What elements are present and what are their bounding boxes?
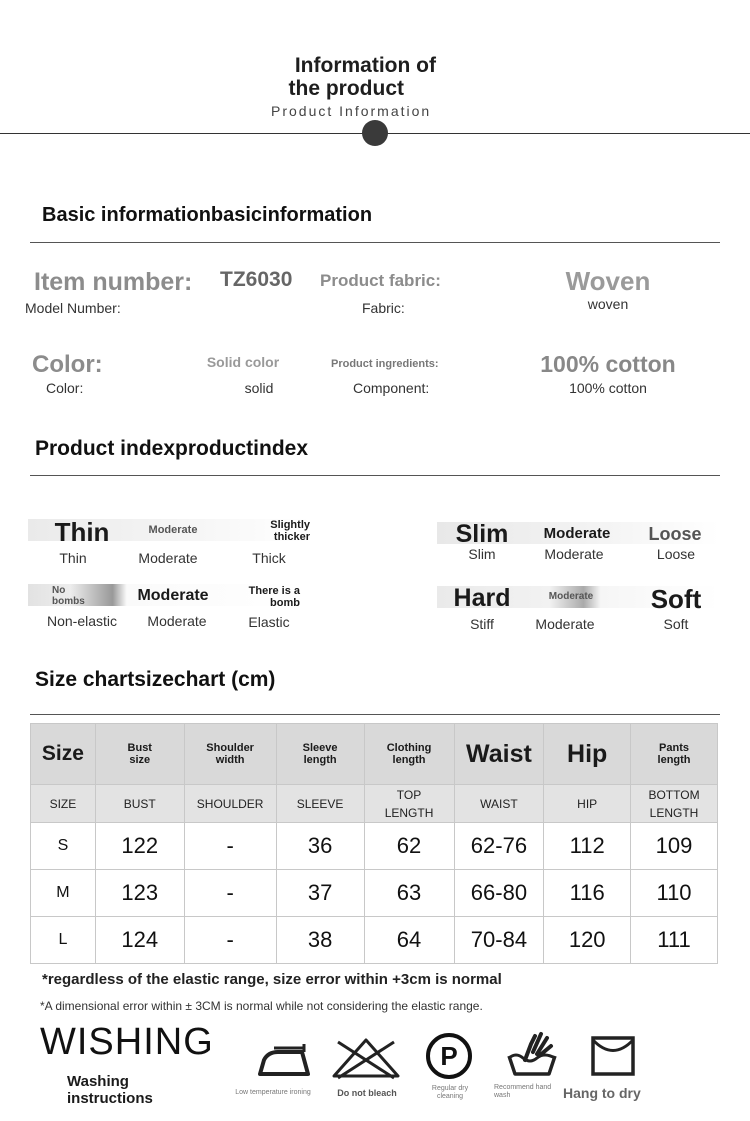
thickness-option-thick: Slightly thicker	[270, 519, 310, 543]
fabric-label: Product fabric:	[320, 271, 441, 290]
subheader-size: SIZE	[31, 785, 96, 823]
fabric-value: Woven	[565, 266, 651, 296]
elasticity-option-none: No bombs	[52, 585, 85, 607]
basic-info-title: Basic informationbasicinformation	[42, 204, 373, 226]
product-index-divider	[30, 475, 720, 476]
item-number-value: TZ6030	[220, 268, 293, 291]
elasticity-sub-elastic: Elastic	[248, 614, 290, 630]
product-index-title: Product indexproductindex	[35, 437, 309, 460]
elasticity-sub-none: Non-elastic	[46, 613, 118, 629]
model-number-label: Model Number:	[25, 300, 121, 316]
fit-option-loose: Loose	[648, 524, 702, 544]
header-waist: Waist	[454, 724, 544, 785]
ingredients-sub-label: Component:	[353, 380, 430, 396]
row-s-shoulder: -	[184, 823, 276, 870]
page-subtitle: Product Information	[271, 103, 432, 119]
row-l-size: L	[31, 917, 96, 964]
size-table	[30, 723, 718, 964]
subheader-waist: WAIST	[454, 785, 544, 823]
softness-option-hard: Hard	[453, 584, 511, 612]
row-l-sleeve: 38	[276, 917, 364, 964]
row-s-sleeve: 36	[276, 823, 364, 870]
elasticity-sub-moderate: Moderate	[147, 613, 207, 629]
color-label: Color:	[32, 351, 103, 378]
hand-wash-label: Recommend hand wash	[494, 1084, 552, 1099]
washing-subtitle-line2: instructions	[67, 1090, 153, 1107]
elasticity-option-moderate: Moderate	[137, 587, 209, 604]
washing-title: WISHING	[40, 1021, 214, 1063]
row-l-waist: 70-84	[454, 917, 544, 964]
table-row	[31, 917, 718, 964]
row-l-bust: 124	[95, 917, 184, 964]
row-l-length: 64	[364, 917, 454, 964]
washing-subtitle-line1: Washing	[67, 1073, 129, 1090]
row-m-pants: 110	[631, 870, 718, 917]
row-l-shoulder: -	[184, 917, 276, 964]
no-bleach-label: Do not bleach	[337, 1088, 397, 1098]
table-row	[31, 870, 718, 917]
page-title-line1: Information of	[294, 54, 436, 77]
row-s-length: 62	[364, 823, 454, 870]
subheader-bottom-length: BOTTOM LENGTH	[631, 785, 718, 823]
size-note-1: *regardless of the elastic range, size error within +3cm is normal	[42, 971, 502, 988]
color-value: Solid color	[206, 354, 280, 370]
fabric-sub-label: Fabric:	[362, 300, 405, 316]
row-m-hip: 116	[544, 870, 631, 917]
size-chart-divider	[30, 714, 720, 715]
size-table-subheader-row	[31, 785, 718, 823]
row-s-bust: 122	[95, 823, 184, 870]
row-s-size: S	[31, 823, 96, 870]
softness-option-soft: Soft	[650, 584, 702, 614]
subheader-hip: HIP	[544, 785, 631, 823]
iron-label: Low temperature ironing	[235, 1089, 311, 1096]
softness-option-moderate: Moderate	[548, 591, 594, 602]
fit-sub-loose: Loose	[656, 546, 696, 562]
row-l-hip: 120	[544, 917, 631, 964]
softness-sub-stiff: Stiff	[470, 616, 494, 632]
thickness-sub-thick: Thick	[252, 550, 286, 566]
row-m-sleeve: 37	[276, 870, 364, 917]
row-m-bust: 123	[95, 870, 184, 917]
subheader-shoulder: SHOULDER	[184, 785, 276, 823]
row-m-waist: 66-80	[454, 870, 544, 917]
header-sleeve: Sleeve length	[276, 724, 364, 785]
subheader-sleeve: SLEEVE	[276, 785, 364, 823]
size-note-2: *A dimensional error within ± 3CM is normal while not considering the elastic range.	[40, 999, 483, 1013]
page-title-line2: the product	[288, 77, 404, 100]
header-clothing-length: Clothing length	[364, 724, 454, 785]
fabric-value-sub: woven	[587, 296, 629, 312]
header-size: Size	[31, 724, 96, 785]
header-pants-length: Pants length	[631, 724, 718, 785]
hang-dry-icon	[590, 1035, 636, 1077]
thickness-option-thin: Thin	[54, 517, 110, 547]
row-s-hip: 112	[544, 823, 631, 870]
hand-wash-icon	[505, 1030, 559, 1080]
dry-clean-label: Regular dry cleaning	[431, 1085, 469, 1100]
row-m-size: M	[31, 870, 96, 917]
basic-info-divider	[30, 242, 720, 243]
fit-option-slim: Slim	[455, 520, 509, 548]
row-l-pants: 111	[631, 917, 718, 964]
ingredients-label: Product ingredients:	[331, 358, 439, 370]
hang-dry-label: Hang to dry	[563, 1085, 641, 1101]
header-shoulder: Shoulder width	[184, 724, 276, 785]
header-dot	[362, 120, 388, 146]
softness-sub-moderate: Moderate	[535, 616, 595, 632]
dry-clean-icon	[424, 1031, 474, 1081]
thickness-sub-thin: Thin	[59, 550, 87, 566]
iron-icon	[256, 1040, 312, 1080]
size-chart-title: Size chartsizechart (cm)	[35, 668, 276, 691]
softness-sub-soft: Soft	[663, 616, 689, 632]
ingredients-value: 100% cotton	[540, 351, 676, 377]
table-row	[31, 823, 718, 870]
header-bust: Bust size	[95, 724, 184, 785]
thickness-option-moderate: Moderate	[148, 524, 198, 536]
row-s-pants: 109	[631, 823, 718, 870]
item-number-label: Item number:	[34, 268, 193, 296]
subheader-top-length: TOP LENGTH	[364, 785, 454, 823]
color-sub-label: Color:	[46, 380, 84, 396]
size-table-header-row	[31, 724, 718, 785]
fit-sub-slim: Slim	[468, 546, 496, 562]
thickness-sub-moderate: Moderate	[138, 550, 198, 566]
row-m-length: 63	[364, 870, 454, 917]
fit-sub-moderate: Moderate	[544, 546, 604, 562]
elasticity-option-elastic: There is a bomb	[248, 585, 300, 609]
row-m-shoulder: -	[184, 870, 276, 917]
no-bleach-icon	[330, 1036, 402, 1080]
subheader-bust: BUST	[95, 785, 184, 823]
ingredients-value-sub: 100% cotton	[569, 380, 647, 396]
svg-text:P: P	[440, 1041, 458, 1071]
color-value-sub: solid	[244, 380, 274, 396]
row-s-waist: 62-76	[454, 823, 544, 870]
header-hip: Hip	[544, 724, 631, 785]
fit-option-moderate: Moderate	[543, 525, 611, 542]
